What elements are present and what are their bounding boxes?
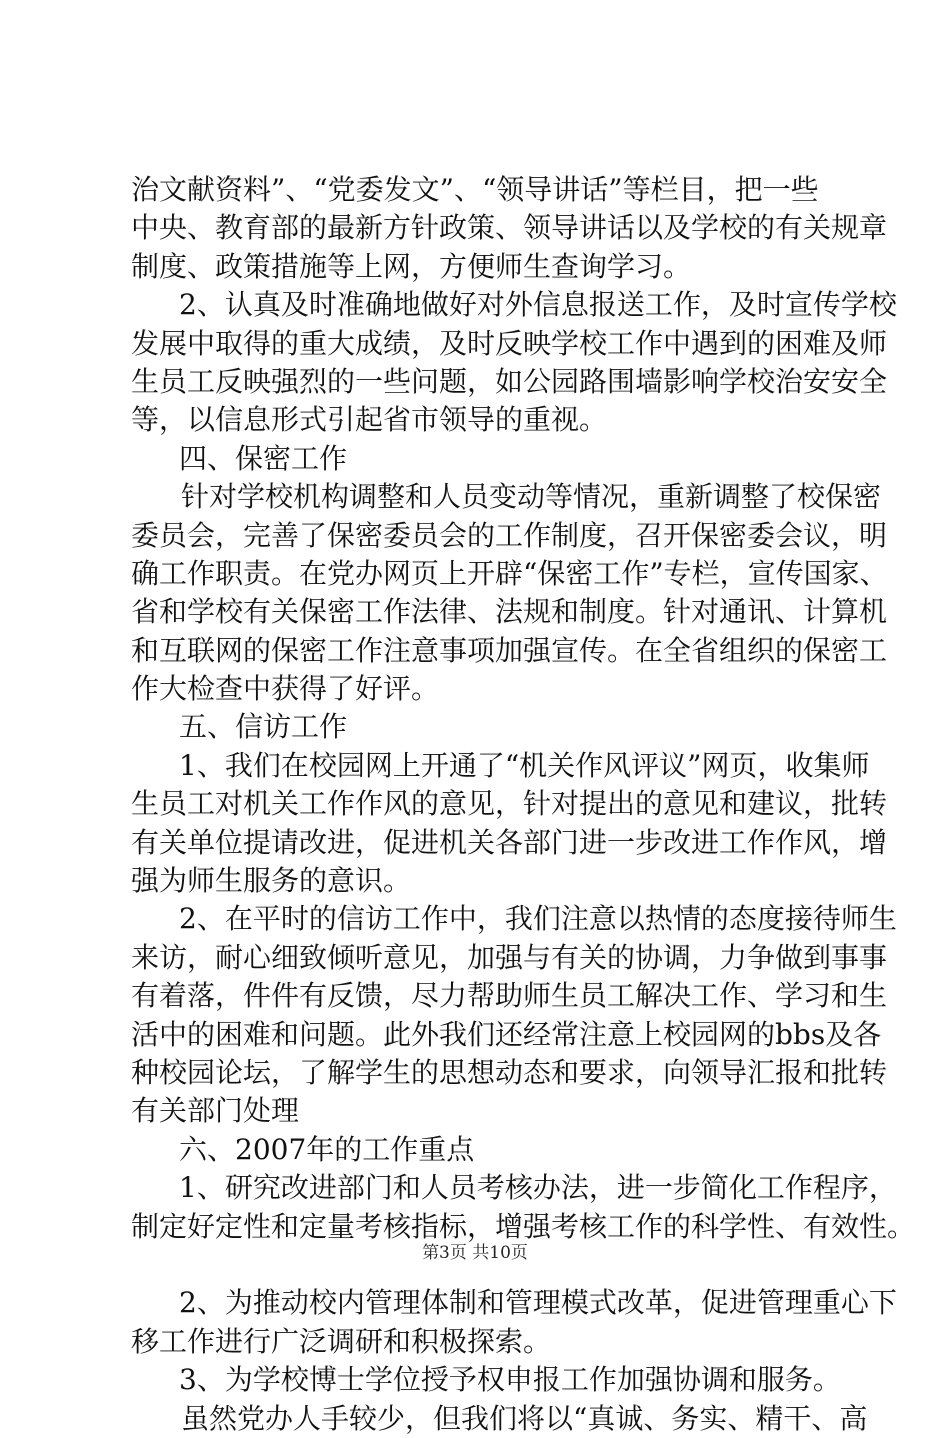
text-line: 六、2007年的工作重点	[179, 1132, 475, 1166]
page-footer: 第3页 共10页	[422, 1243, 528, 1263]
text-line: 2、在平时的信访工作中，我们注意以热情的态度接待师生	[179, 902, 897, 936]
text-line: 和互联网的保密工作注意事项加强宣传。在全省组织的保密工	[131, 633, 888, 667]
text-line: 种校园论坛，了解学生的思想动态和要求，向领导汇报和批转	[131, 1055, 888, 1089]
text-line: 省和学校有关保密工作法律、法规和制度。针对通讯、计算机	[131, 595, 888, 629]
text-line: 来访，耐心细致倾听意见，加强与有关的协调，力争做到事事	[131, 940, 888, 974]
text-line: 1、我们在校园网上开通了“机关作风评议”网页，收集师	[179, 748, 870, 782]
text-line: 有着落，件件有反馈，尽力帮助师生员工解决工作、学习和生	[131, 979, 888, 1013]
text-line: 生员工反映强烈的一些问题，如公园路围墙影响学校治安安全	[131, 364, 888, 398]
text-line: 确工作职责。在党办网页上开辟“保密工作”专栏，宣传国家、	[131, 556, 888, 590]
text-line: 五、信访工作	[179, 710, 348, 744]
text-line: 活中的困难和问题。此外我们还经常注意上校园网的bbs及各	[131, 1017, 882, 1051]
text-line: 强为师生服务的意识。	[131, 864, 412, 898]
text-line: 制定好定性和定量考核指标，增强考核工作的科学性、有效性。	[131, 1209, 916, 1243]
text-line: 2、认真及时准确地做好对外信息报送工作，及时宣传学校	[179, 288, 897, 322]
text-line: 1、研究改进部门和人员考核办法，进一步简化工作程序，	[179, 1171, 897, 1205]
text-line: 委员会，完善了保密委员会的工作制度，召开保密委会议，明	[131, 518, 888, 552]
text-line: 治文献资料”、“党委发文”、“领导讲话”等栏目，把一些	[131, 173, 819, 206]
text-line: 有关单位提请改进，促进机关各部门进一步改进工作作风，增	[131, 825, 888, 859]
text-line: 中央、教育部的最新方针政策、领导讲话以及学校的有关规章	[131, 211, 888, 245]
text-line: 3、为学校博士学位授予权申报工作加强协调和服务。	[179, 1363, 841, 1397]
text-line: 有关部门处理	[131, 1094, 300, 1128]
text-line: 虽然党办人手较少，但我们将以“真诚、务实、精干、高	[181, 1401, 868, 1435]
text-line: 发展中取得的重大成绩，及时反映学校工作中遇到的困难及师	[131, 326, 888, 360]
text-line: 四、保密工作	[179, 441, 348, 475]
text-line: 作大检查中获得了好评。	[131, 672, 440, 706]
text-line: 等，以信息形式引起省市领导的重视。	[131, 403, 608, 437]
text-line: 针对学校机构调整和人员变动等情况，重新调整了校保密	[181, 480, 882, 514]
text-line: 2、为推动校内管理体制和管理模式改革，促进管理重心下	[179, 1286, 897, 1320]
text-line: 移工作进行广泛调研和积极探索。	[131, 1324, 552, 1358]
text-line: 生员工对机关工作作风的意见，针对提出的意见和建议，批转	[131, 787, 888, 821]
text-line: 制度、政策措施等上网，方便师生查询学习。	[131, 249, 692, 283]
